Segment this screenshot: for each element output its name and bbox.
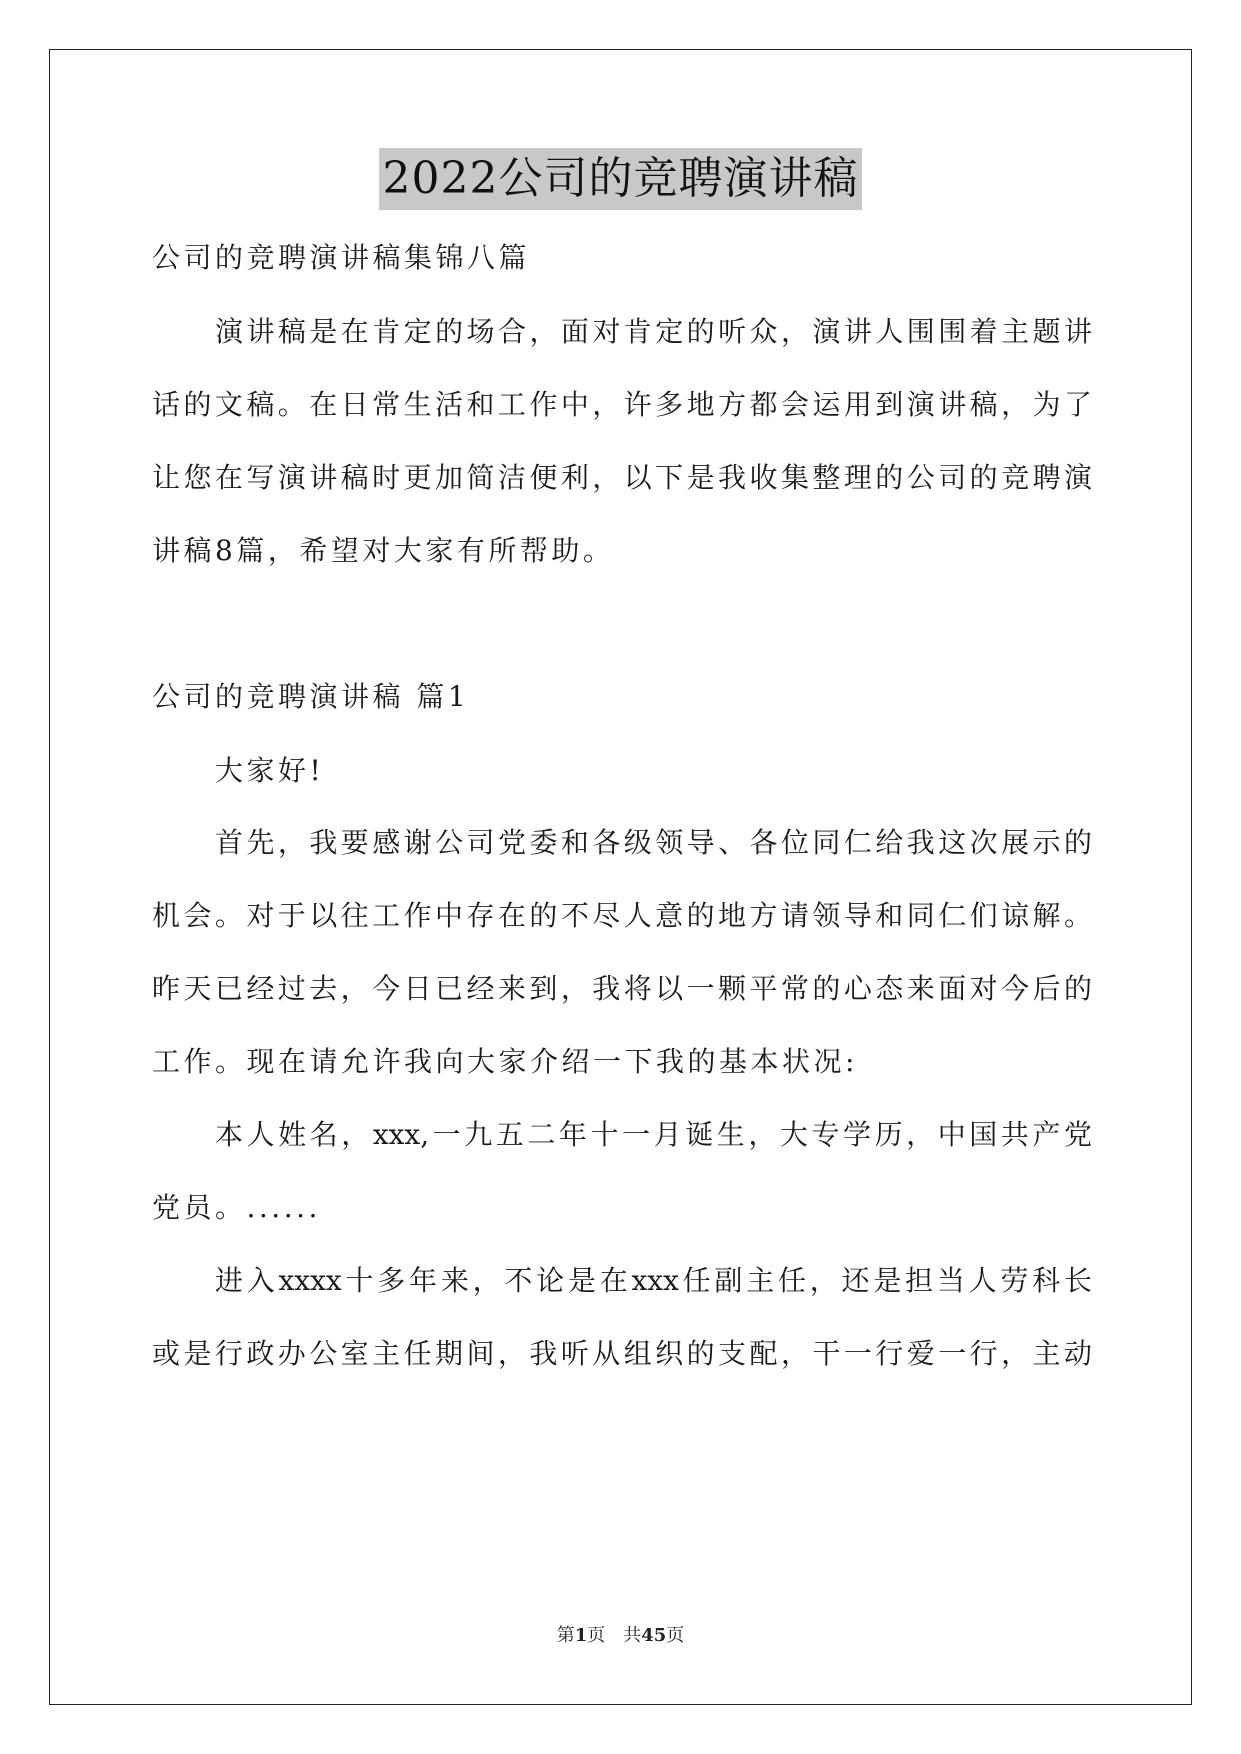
document-title: 2022公司的竞聘演讲稿 <box>379 148 863 210</box>
current-page-number: 1 <box>574 1625 588 1646</box>
paragraph-line: 党员。...... <box>152 1191 321 1224</box>
title-container <box>0 148 1241 210</box>
paragraph-line: 让您在写演讲稿时更加简洁便利，以下是我收集整理的公司的竞聘演 <box>152 461 1092 494</box>
paragraph-line: 昨天已经过去，今日已经来到，我将以一颗平常的心态来面对今后的 <box>152 972 1092 1005</box>
paragraph-line: 话的文稿。在日常生活和工作中，许多地方都会运用到演讲稿，为了 <box>152 388 1092 421</box>
paragraph-line: 大家好! <box>215 754 325 787</box>
paragraph-line: 或是行政办公室主任期间，我听从组织的支配，干一行爱一行，主动 <box>152 1337 1092 1370</box>
footer-mid: 页 共 <box>587 1625 642 1646</box>
subtitle: 公司的竞聘演讲稿集锦八篇 <box>152 241 531 274</box>
page-border <box>49 49 1192 1705</box>
footer-prefix: 第 <box>556 1625 575 1646</box>
footer-suffix: 页 <box>666 1625 685 1646</box>
page-footer <box>0 1623 1241 1649</box>
section-heading: 公司的竞聘演讲稿 篇1 <box>152 680 470 713</box>
paragraph-line: 讲稿8篇，希望对大家有所帮助。 <box>152 534 615 567</box>
total-page-count: 45 <box>641 1625 667 1646</box>
paragraph-line: 本人姓名，xxx,一九五二年十一月诞生，大专学历，中国共产党 <box>215 1118 1092 1151</box>
paragraph-line: 演讲稿是在肯定的场合，面对肯定的听众，演讲人围围着主题讲 <box>215 315 1092 348</box>
paragraph-line: 首先，我要感谢公司党委和各级领导、各位同仁给我这次展示的 <box>215 826 1092 859</box>
paragraph-line: 进入xxxx十多年来，不论是在xxx任副主任，还是担当人劳科长 <box>215 1264 1092 1297</box>
paragraph-line: 工作。现在请允许我向大家介绍一下我的基本状况: <box>152 1045 858 1078</box>
paragraph-line: 机会。对于以往工作中存在的不尽人意的地方请领导和同仁们谅解。 <box>152 899 1092 932</box>
